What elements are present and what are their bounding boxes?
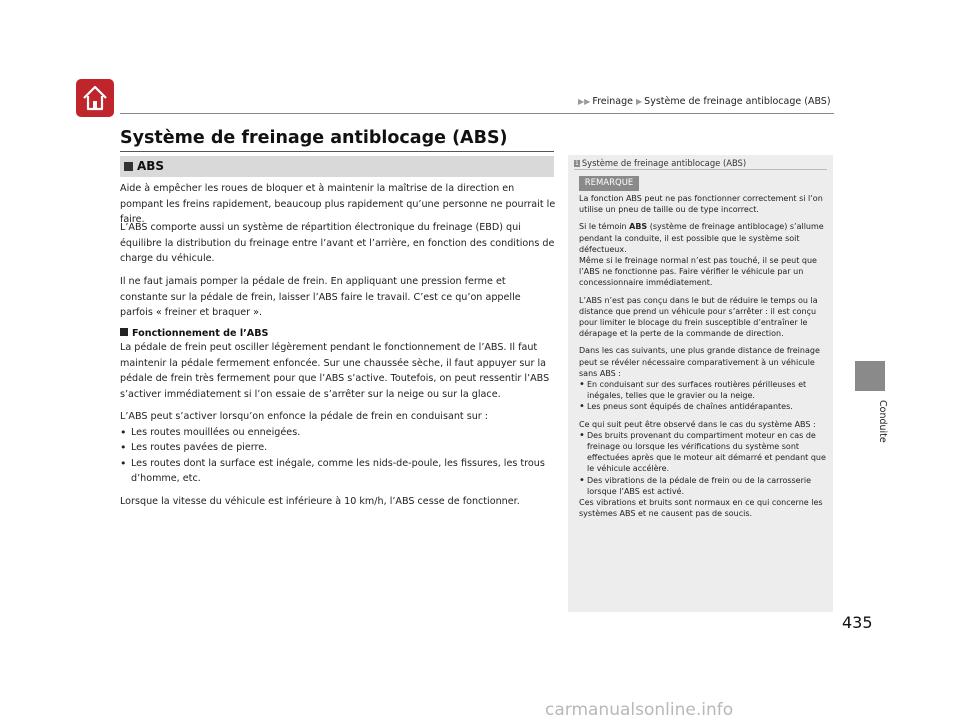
activation-intro: L’ABS peut s’activer lorsqu’on enfonce la pédale de frein en conduisant sur : [120, 411, 489, 422]
note-divider [574, 169, 827, 170]
breadcrumb-link-freinage[interactable]: Freinage [592, 96, 633, 107]
subsection-heading [120, 328, 268, 339]
page-title: Système de freinage antiblocage (ABS) [120, 128, 508, 148]
chapter-tab[interactable] [855, 361, 885, 391]
header-divider [120, 113, 834, 114]
breadcrumb-arrow-icon: ▶▶ [578, 97, 591, 106]
paragraph-ebd: L’ABS comporte aussi un système de répartition électronique du freinage (EBD) qui équilibre la distribution du freinage entre l’avant et l’arrière, en fonction des conditions de charge du véhicule. [120, 222, 555, 264]
note-body [579, 193, 827, 519]
abs-indicator-label: ABS [629, 222, 648, 232]
note-list [579, 430, 827, 497]
home-button[interactable] [76, 79, 114, 117]
breadcrumb [578, 96, 831, 107]
list-item: • Les routes mouillées ou enneigées. [120, 425, 556, 441]
note-heading [574, 158, 746, 168]
note-paragraph-warning-light [579, 221, 827, 255]
remark-badge: REMARQUE [579, 176, 639, 191]
list-item: • Les routes dont la surface est inégale, comme les nids-de-poule, les fissures, les trous d’homme, etc. [120, 456, 556, 487]
note-paragraph: La fonction ABS peut ne pas fonctionner correctement si l’on utilise un pneu de taille ou de type incorrect. [579, 194, 823, 215]
list-item: • Les routes pavées de pierre. [120, 440, 556, 456]
paragraph-operation: La pédale de frein peut osciller légèrement pendant le fonctionnement de l’ABS. Il faut maintenir la pédale fermement enfoncée. Sur une chaussée sèche, il faut appuyer sur la pédale de frein très fermement pour que l’ABS s’active. Toutefois, on peut ressentir l’ABS s’activer immédiatement si l’on essaie de s’arrêter sur la neige ou sur la glace. [120, 342, 550, 400]
list-item: • Les pneus sont équipés de chaînes antidérapantes. [579, 401, 827, 412]
subsection-square-icon [120, 328, 128, 336]
reference-number: 1 [575, 160, 579, 167]
page-number: 435 [842, 613, 873, 632]
note-paragraph: L’ABS n’est pas conçu dans le but de réduire le temps ou la distance que prend un véhicule pour s’arrêter : il est conçu pour limiter le blocage du frein susceptible d’entraîner le dérapage et la perte de la commande de direction. [579, 295, 818, 339]
main-ebd [120, 220, 556, 267]
paragraph-intro: Aide à empêcher les roues de bloquer et à maintenir la maîtrise de la direction en pompant les freins rapidement, beaucoup plus rapidement qu’une personne ne pourrait le faire. [120, 183, 556, 225]
note-paragraph: Ces vibrations et bruits sont normaux en ce qui concerne les systèmes ABS et ne causent pas de soucis. [579, 498, 823, 519]
closing-block [120, 494, 556, 510]
list-item: • Des vibrations de la pédale de frein ou de la carrosserie lorsque l’ABS est activé. [579, 475, 827, 497]
section-square-icon [124, 162, 133, 171]
subsection-title: Fonctionnement de l’ABS [132, 328, 269, 339]
section-header-abs [120, 156, 554, 177]
main-pumping [120, 274, 556, 321]
note-paragraph: Ce qui suit peut être observé dans le cas du système ABS : [579, 419, 816, 429]
activation-block [120, 409, 556, 487]
subsection-body [120, 340, 556, 402]
chapter-tab-label[interactable]: Conduite [877, 400, 888, 443]
paragraph-closing: Lorsque la vitesse du véhicule est inférieure à 10 km/h, l’ABS cesse de fonctionner. [120, 496, 520, 507]
home-icon [81, 84, 109, 112]
note-paragraph: Dans les cas suivants, une plus grande distance de freinage peut se révéler nécessaire comparativement à un véhicule sans ABS : [579, 346, 820, 378]
list-item: • En conduisant sur des surfaces routières périlleuses et inégales, telles que le gravier ou la neige. [579, 379, 827, 401]
note-paragraph: Même si le freinage normal n’est pas touché, il se peut que l’ABS ne fonctionne pas. Faire vérifier le véhicule par un concessionnaire immédiatement. [579, 256, 817, 288]
list-item: • Des bruits provenant du compartiment moteur en cas de freinage ou lorsque les vérifications du système sont effectuées après que le moteur ait démarré et pendant que le véhicule accélère. [579, 430, 827, 475]
paragraph-pumping: Il ne faut jamais pomper la pédale de frein. En appliquant une pression ferme et constante sur la pédale de frein, laisser l’ABS faire le travail. C’est ce qu’on appelle parfois « freiner et braquer ». [120, 276, 521, 318]
note-heading-text: Système de freinage antiblocage (ABS) [581, 158, 747, 168]
title-divider [120, 151, 554, 152]
activation-list [120, 425, 556, 487]
breadcrumb-arrow-icon: ▶ [636, 97, 643, 106]
note-text: Si le témoin [579, 222, 630, 232]
section-label: ABS [137, 159, 165, 173]
breadcrumb-current: Système de freinage antiblocage (ABS) [644, 96, 831, 107]
watermark: carmanualsonline.info [545, 700, 734, 720]
note-list [579, 379, 827, 413]
note-text: (système de freinage antiblocage) s’allume pendant la conduite, il est possible que le système soit défectueux. [579, 222, 824, 254]
